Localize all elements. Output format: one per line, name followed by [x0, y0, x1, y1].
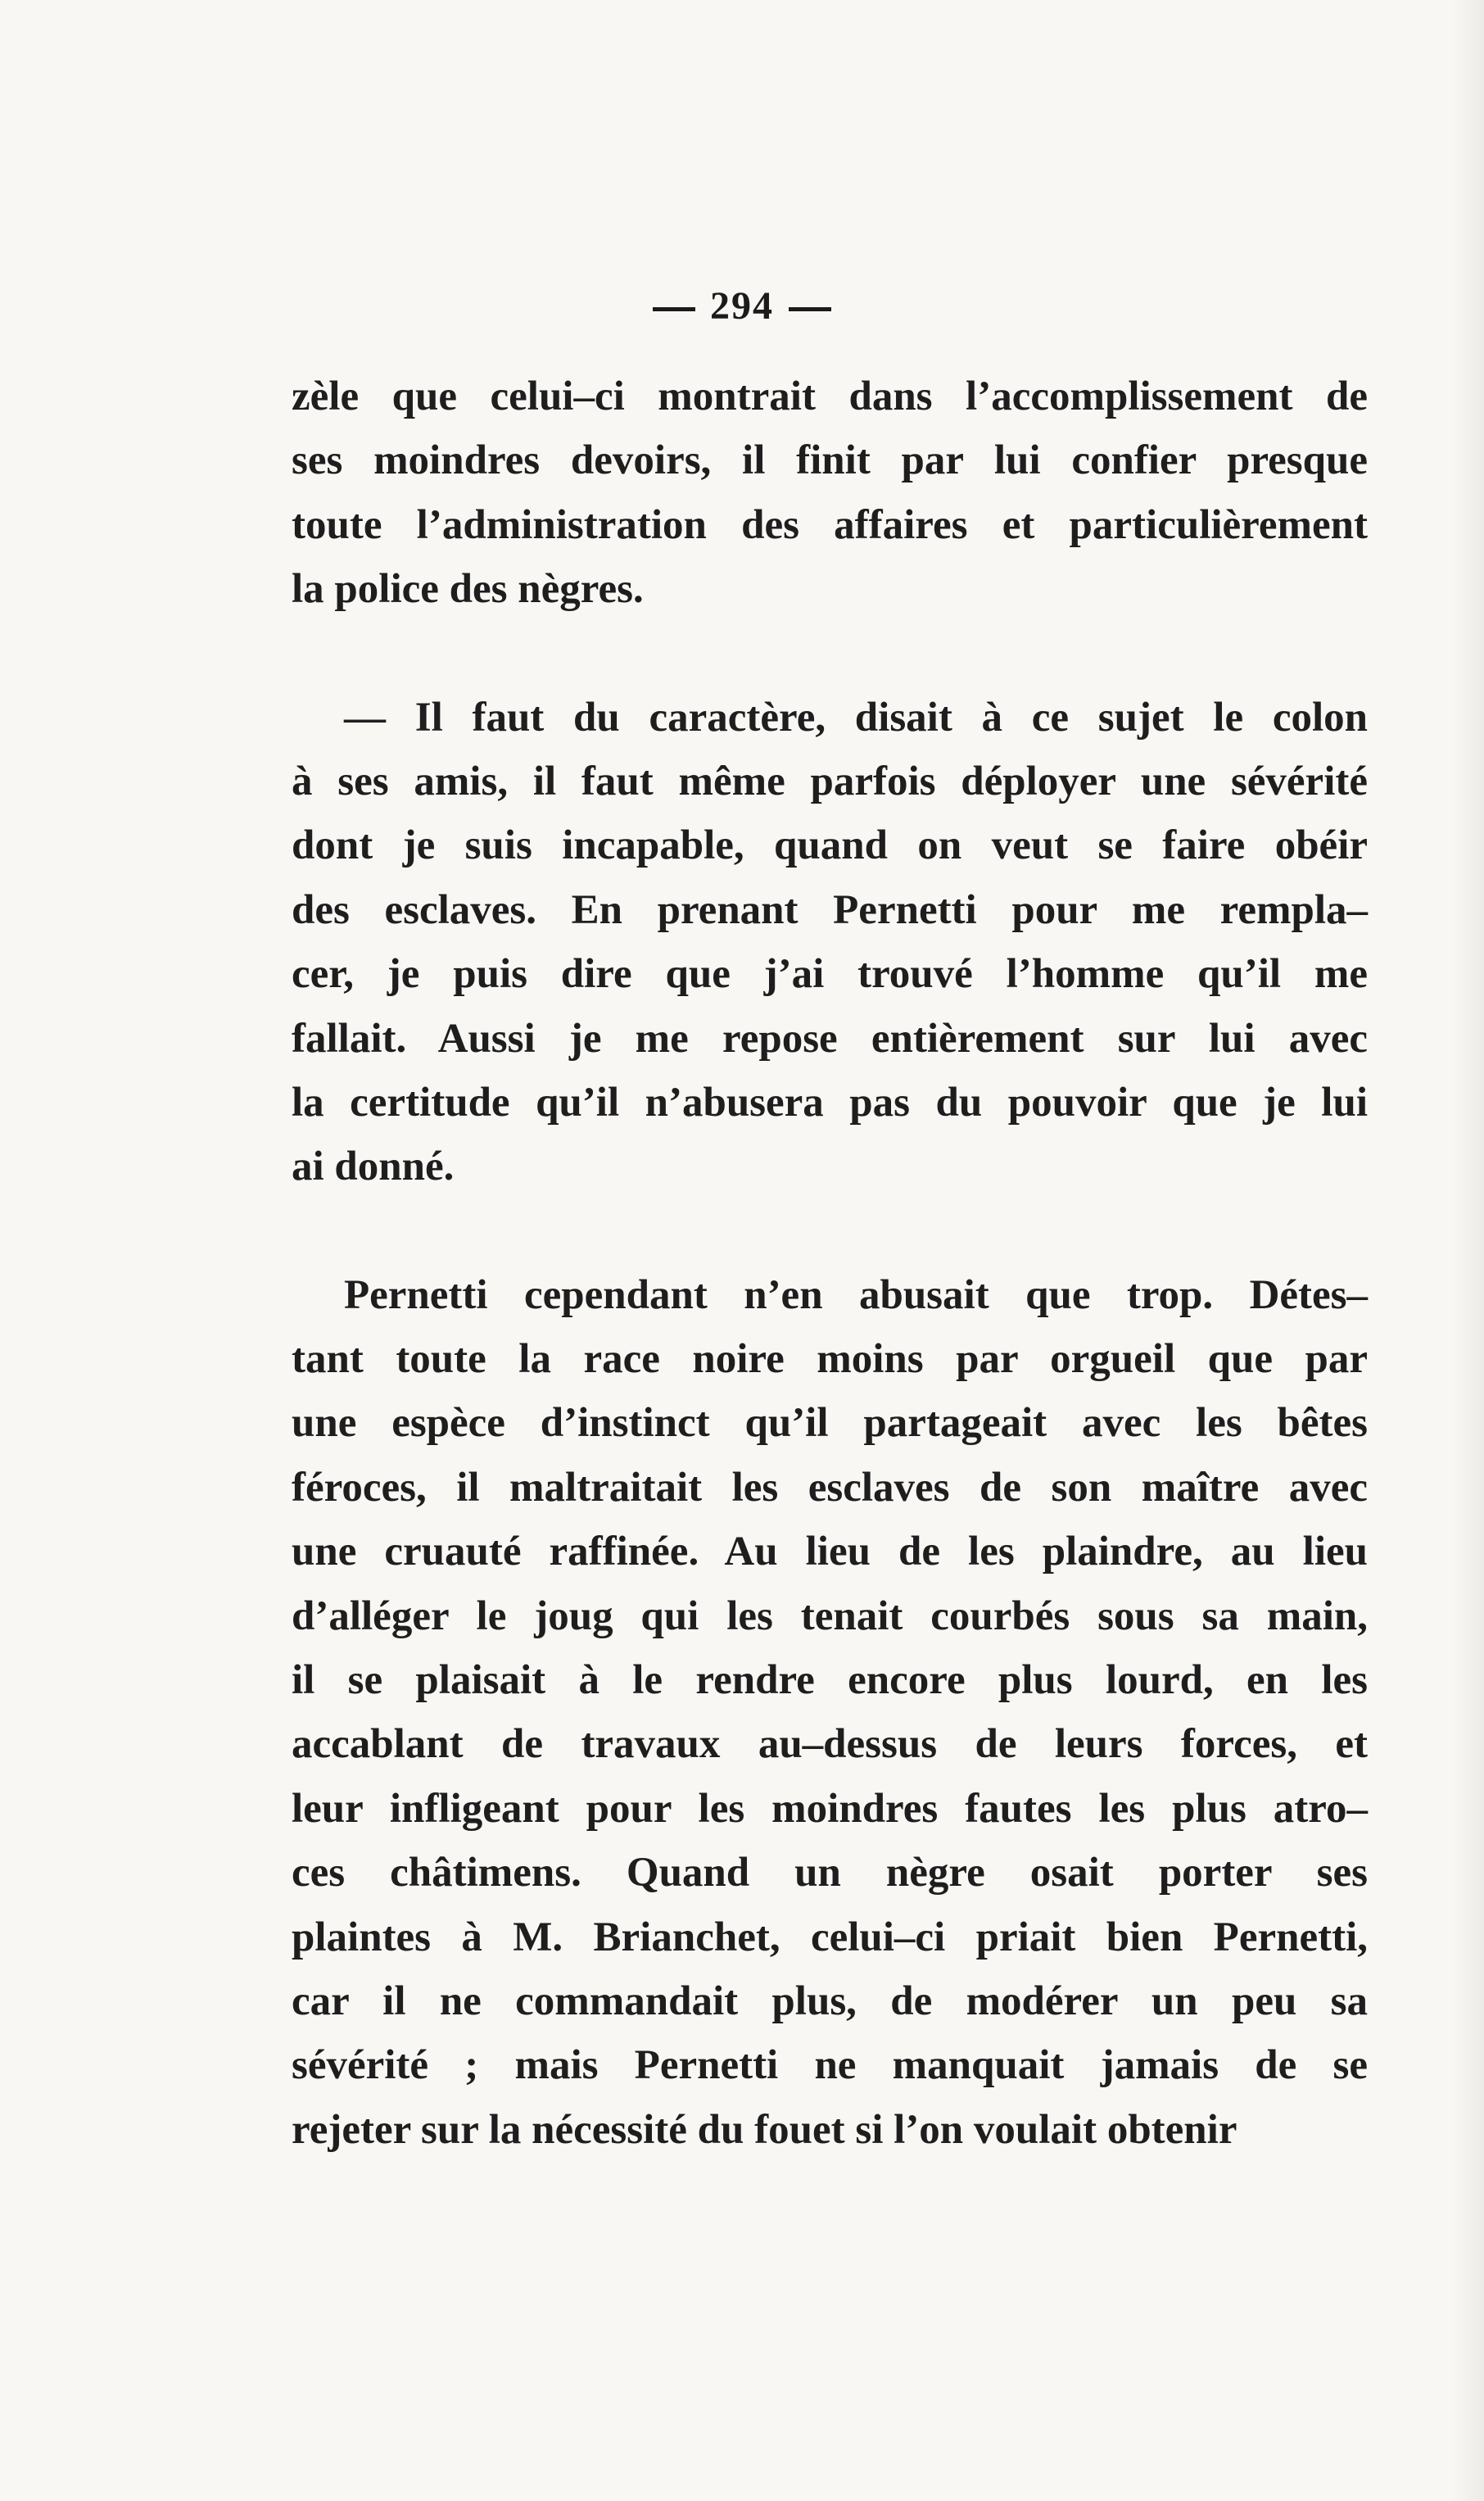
text-line: rejeter sur la nécessité du fouet si l’on voulait obtenir	[292, 2106, 1237, 2153]
text-line: la police des nègres.	[292, 566, 644, 613]
text-line: féroces, il maltraitait les esclaves de son maître avec	[292, 1464, 1368, 1511]
header-dash-left	[653, 307, 695, 311]
text-line: ces châtimens. Quand un nègre osait porter ses	[292, 1850, 1368, 1896]
paragraph-gap	[292, 1199, 1368, 1263]
paragraph-gap	[292, 622, 1368, 686]
text-line: d’alléger le joug qui les tenait courbés sous sa main,	[292, 1593, 1368, 1639]
page-header	[0, 283, 1484, 329]
text-line: toute l’administration des affaires et particulièrement	[292, 501, 1368, 548]
paragraph	[292, 1263, 1368, 2162]
page-edge-shadow	[1451, 0, 1484, 2501]
page-number: 294	[710, 284, 774, 328]
text-line: plaintes à M. Brianchet, celui–ci priait bien Pernetti,	[292, 1914, 1368, 1960]
text-line: — Il faut du caractère, disait à ce sujet le colon	[344, 694, 1368, 741]
text-line: une espèce d’instinct qu’il partageait avec les bêtes	[292, 1400, 1368, 1447]
paragraph	[292, 365, 1368, 622]
text-line: zèle que celui–ci montrait dans l’accomplissement de	[292, 374, 1368, 419]
text-line: ai donné.	[292, 1144, 455, 1190]
text-line: car il ne commandait plus, de modérer un peu sa	[292, 1978, 1368, 2024]
text-line: la certitude qu’il n’abusera pas du pouvoir que je lui	[292, 1079, 1368, 1126]
text-line: accablant de travaux au–dessus de leurs forces, et	[292, 1721, 1368, 1768]
body-text	[292, 365, 1368, 2162]
text-line: fallait. Aussi je me repose entièrement sur lui avec	[292, 1015, 1368, 1062]
text-line: cer, je puis dire que j’ai trouvé l’homme qu’il me	[292, 951, 1368, 998]
text-line: une cruauté raffinée. Au lieu de les plaindre, au lieu	[292, 1529, 1368, 1575]
text-line: Pernetti cependant n’en abusait que trop. Détes–	[344, 1271, 1368, 1318]
text-line: leur infligeant pour les moindres fautes les plus atro–	[292, 1785, 1368, 1832]
text-line: tant toute la race noire moins par orgueil que par	[292, 1336, 1368, 1383]
header-dash-right	[789, 307, 831, 311]
text-line: à ses amis, il faut même parfois déployer une sévérité	[292, 758, 1368, 804]
paragraph	[292, 686, 1368, 1199]
text-line: il se plaisait à le rendre encore plus lourd, en les	[292, 1657, 1368, 1704]
text-line: des esclaves. En prenant Pernetti pour me rempla–	[292, 886, 1368, 933]
text-line: dont je suis incapable, quand on veut se faire obéir	[292, 822, 1368, 869]
text-line: sévérité ; mais Pernetti ne manquait jamais de se	[292, 2042, 1368, 2089]
text-line: ses moindres devoirs, il finit par lui confier presque	[292, 437, 1368, 484]
